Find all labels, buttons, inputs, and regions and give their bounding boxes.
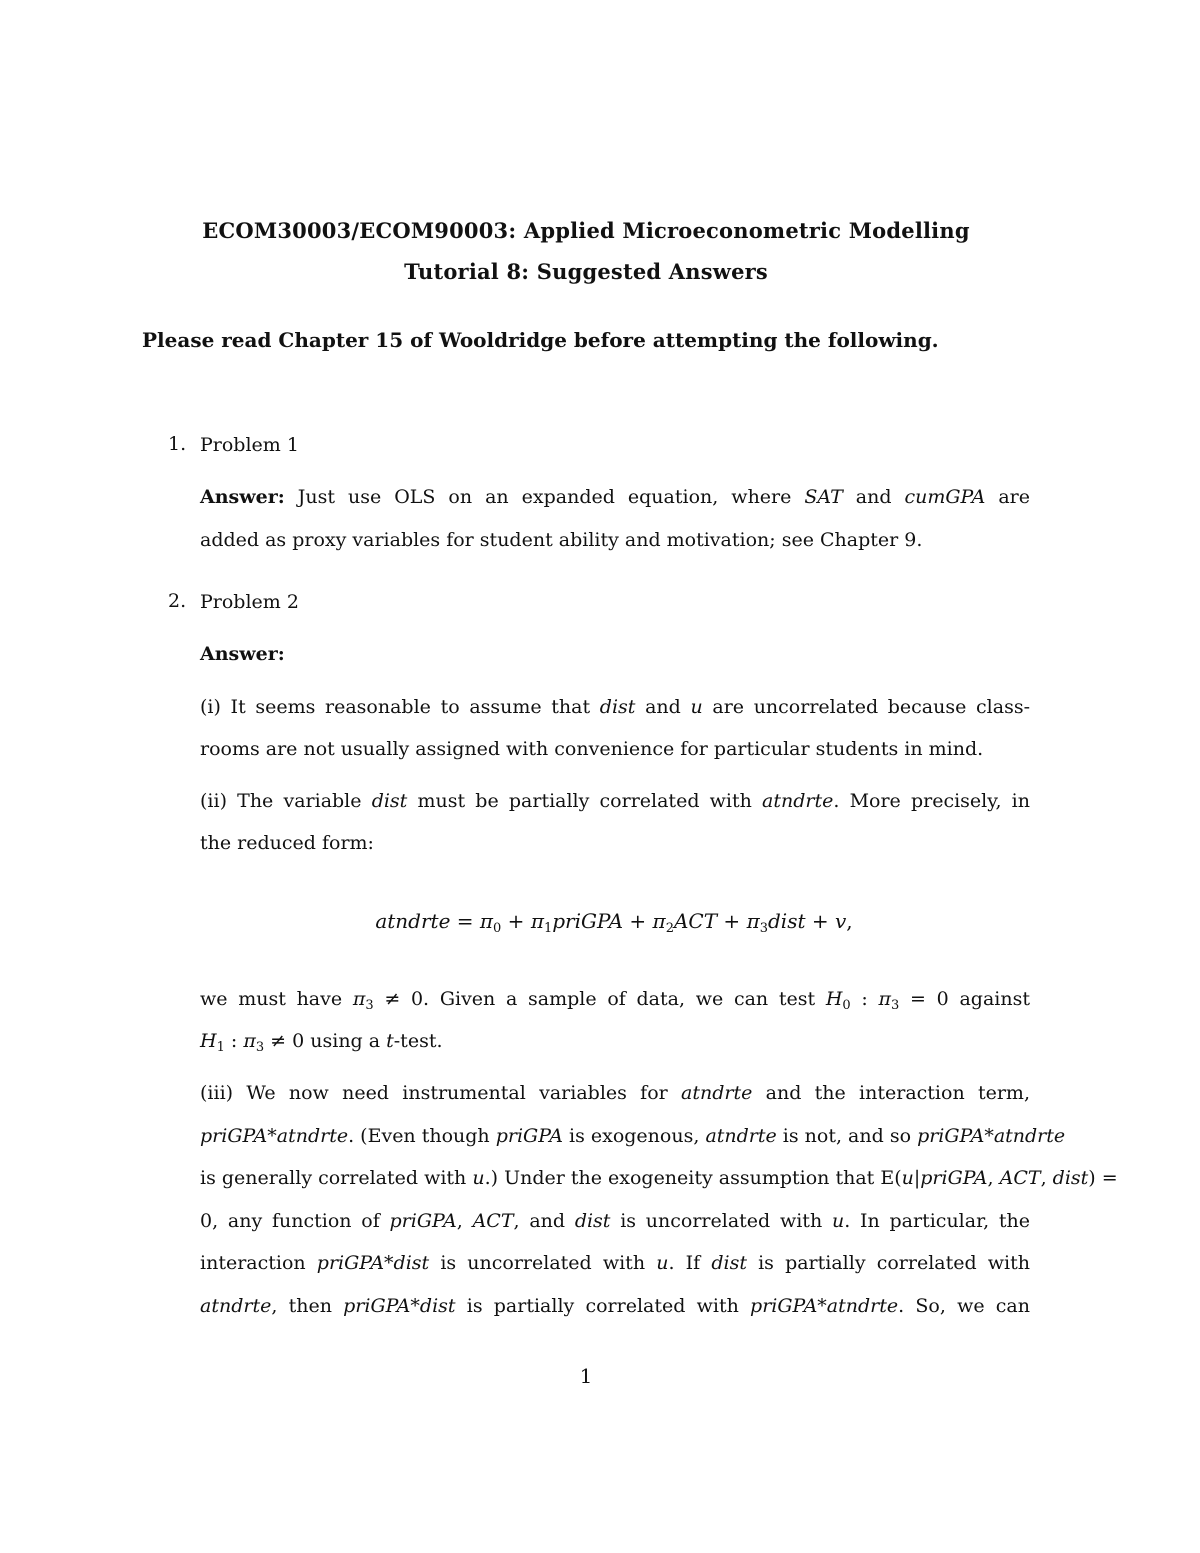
page-number: 1 bbox=[579, 1364, 593, 1388]
part-iii-line-4: 0, any function of priGPA, ACT, and dist is uncorrelated with u. In particular, the bbox=[200, 1210, 1030, 1232]
answer-label: Answer: bbox=[200, 486, 285, 508]
tutorial-title: Tutorial 8: Suggested Answers bbox=[404, 259, 768, 284]
part-ii-line-1: (ii) The variable dist must be partially correlated with atndrte. More precisely, in bbox=[200, 790, 1030, 812]
part-i-line-1: (i) It seems reasonable to assume that dist and u are uncorrelated because class- bbox=[200, 696, 1030, 718]
part-iii-line-6: atndrte, then priGPA*dist is partially correlated with priGPA*atndrte. So, we can bbox=[200, 1295, 1030, 1317]
part-iii-line-3: is generally correlated with u.) Under the exogeneity assumption that E(u|priGPA, ACT, dist) = bbox=[200, 1167, 1118, 1189]
part-ii-line-2: the reduced form: bbox=[200, 832, 374, 854]
reduced-form-equation: atndrte = $\pi_0$ + $\pi_1priGPA + \pi_2ACT$ + $\pi_3dist + v$, bbox=[375, 909, 853, 936]
after-equation-line-1: we must have $\pi_3 \ne 0$. Given a sample of data, we can test $H_0$ : $\pi_3 = 0$ against bbox=[200, 988, 1030, 1013]
part-iii-line-1: (iii) We now need instrumental variables for atndrte and the interaction term, bbox=[200, 1082, 1030, 1104]
part-iii-line-2: priGPA*atndrte. (Even though priGPA is exogenous, atndrte is not, and so priGPA*atndrte bbox=[200, 1125, 1066, 1147]
problem-2-number: 2. bbox=[168, 590, 187, 612]
reading-instruction: Please read Chapter 15 of Wooldridge before attempting the following. bbox=[142, 328, 939, 352]
problem-1-answer-line-2: added as proxy variables for student ability and motivation; see Chapter 9. bbox=[200, 529, 923, 551]
problem-2-title: Problem 2 bbox=[200, 591, 299, 613]
problem-1-number: 1. bbox=[168, 433, 187, 455]
problem-2-answer-label bbox=[200, 642, 285, 666]
problem-1-title: Problem 1 bbox=[200, 434, 299, 456]
course-title: ECOM30003/ECOM90003: Applied Microeconometric Modelling bbox=[202, 218, 970, 243]
part-i-line-2: rooms are not usually assigned with convenience for particular students in mind. bbox=[200, 738, 984, 760]
part-iii-line-5: interaction priGPA*dist is uncorrelated with u. If dist is partially correlated with bbox=[200, 1252, 1031, 1274]
after-equation-line-2: $H_1$ : $\pi_3 \ne 0$ using a t-test. bbox=[200, 1030, 443, 1055]
problem-1-answer-line-1: Answer: Just use OLS on an expanded equation, where SAT and cumGPA are bbox=[200, 486, 1030, 508]
answer-label: Answer: bbox=[200, 643, 285, 665]
